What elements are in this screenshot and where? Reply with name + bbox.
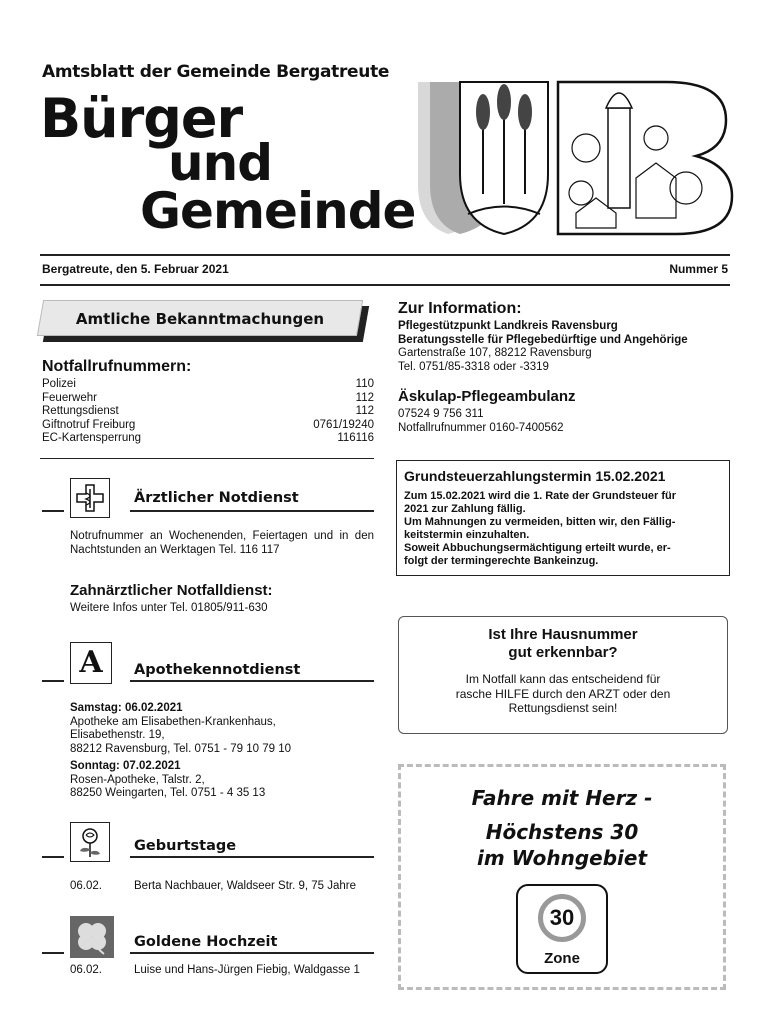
section-rule-left <box>42 680 64 682</box>
clover-leaf-icon <box>70 916 114 958</box>
dentist-text: Weitere Infos unter Tel. 01805/911-630 <box>70 602 268 614</box>
emergency-heading: Notfallrufnummern: <box>42 358 192 375</box>
pharmacy-saturday-line: Apotheke am Elisabethen-Krankenhaus, <box>70 715 276 728</box>
emergency-number: 0761/19240 <box>313 418 374 431</box>
speed-slogan-line2: Höchstens 30 <box>485 820 639 844</box>
emergency-label: EC-Kartensperrung <box>42 432 142 444</box>
tax-line: Um Mahnungen zu vermeiden, bitten wir, den Fällig- <box>404 516 676 528</box>
speed-slogan-line3: im Wohngebiet <box>476 846 648 870</box>
tax-line: 2021 zur Zahlung fällig. <box>404 503 526 515</box>
village-b-logo-icon <box>556 78 734 238</box>
dentist-heading: Zahnärztlicher Notfalldienst: <box>70 582 273 599</box>
askulap-block <box>398 408 564 435</box>
askulap-emergency: Notfallrufnummer 0160-7400562 <box>398 421 564 434</box>
section-rule-left <box>42 952 64 954</box>
pharmacy-heading: Apothekennotdienst <box>134 662 301 678</box>
tax-line: Zum 15.02.2021 wird die 1. Rate der Grundsteuer für <box>404 490 677 502</box>
section-rule-right <box>130 680 374 682</box>
askulap-phone: 07524 9 756 311 <box>398 408 484 420</box>
emergency-number: 112 <box>355 391 374 404</box>
golden-wedding-heading: Goldene Hochzeit <box>134 934 278 950</box>
pharmacy-saturday <box>70 702 374 801</box>
section-rule-left <box>42 510 64 512</box>
house-text-line: Rettungsdienst sein! <box>508 701 618 715</box>
info-phone: Tel. 0751/85-3318 oder -3319 <box>398 360 549 373</box>
masthead-title-line1: Bürger <box>40 87 243 150</box>
masthead-bottom-rule <box>40 284 730 286</box>
divider <box>40 458 374 459</box>
section-rule-right <box>130 856 374 858</box>
golden-wedding-entry: Luise und Hans-Jürgen Fiebig, Waldgasse 1 <box>134 964 360 976</box>
pharmacy-sunday-line: 88250 Weingarten, Tel. 0751 - 4 35 13 <box>70 787 266 799</box>
pharmacy-saturday-line: 88212 Ravensburg, Tel. 0751 - 79 10 79 10 <box>70 742 292 755</box>
masthead-title-line3: Gemeinde <box>140 182 416 240</box>
zone-sign-label: Zone <box>544 950 580 967</box>
table-row <box>42 378 374 392</box>
house-number-heading <box>398 626 728 662</box>
table-row <box>42 405 374 419</box>
emergency-label: Giftnotruf Freiburg <box>42 418 136 431</box>
tax-line: folgt der termingerechte Bankeinzug. <box>404 555 599 567</box>
info-block <box>398 320 732 374</box>
house-heading-line: Ist Ihre Hausnummer <box>488 626 638 643</box>
emergency-label: Feuerwehr <box>42 391 97 404</box>
house-number-text <box>398 672 728 716</box>
official-notices-banner-label: Amtliche Bekanntmachungen <box>75 310 325 328</box>
emergency-label: Rettungsdienst <box>42 405 119 417</box>
section-rule-right <box>130 510 374 512</box>
tax-heading: Grundsteuerzahlungstermin 15.02.2021 <box>404 468 666 484</box>
pharmacy-sunday-line: Rosen-Apotheke, Talstr. 2, <box>70 773 205 786</box>
house-text-line: Im Notfall kann das entscheidend für <box>465 672 661 686</box>
golden-wedding-date: 06.02. <box>70 964 102 976</box>
info-org: Pflegestützpunkt Landkreis Ravensburg <box>398 320 618 332</box>
emergency-number: 116116 <box>337 432 374 444</box>
table-row <box>42 432 374 446</box>
info-address: Gartenstraße 107, 88212 Ravensburg <box>398 347 592 359</box>
tax-line: Soweit Abbuchungsermächtigung erteilt wurde, er- <box>404 542 671 554</box>
coat-of-arms-icon <box>408 74 558 238</box>
house-heading-line: gut erkennbar? <box>508 644 618 661</box>
pharmacy-saturday-line: Elisabethenstr. 19, <box>70 729 165 741</box>
emergency-table <box>42 378 374 446</box>
emergency-number: 112 <box>355 405 374 417</box>
house-text-line: rasche HILFE durch den ARZT oder den <box>455 686 671 701</box>
emergency-label: Polizei <box>42 378 76 390</box>
askulap-heading: Äskulap-Pflegeambulanz <box>398 388 576 405</box>
birthday-date: 06.02. <box>70 880 102 892</box>
masthead-title-line2: und <box>168 134 272 192</box>
tax-line: keitstermin einzuhalten. <box>404 529 530 541</box>
table-row <box>42 419 374 433</box>
section-rule-right <box>130 952 374 954</box>
info-org-subtitle: Beratungsstelle für Pflegebedürftige und Angehörige <box>398 333 688 346</box>
rose-flower-icon <box>70 822 110 862</box>
info-heading: Zur Information: <box>398 300 522 317</box>
issue-date: Bergatreute, den 5. Februar 2021 <box>42 262 229 276</box>
speed-slogan-line1: Fahre mit Herz - <box>471 786 653 810</box>
masthead-top-rule <box>40 254 730 256</box>
section-rule-left <box>42 856 64 858</box>
birthday-entry: Berta Nachbauer, Waldseer Str. 9, 75 Jahre <box>134 880 357 892</box>
doctor-heading: Ärztlicher Notdienst <box>134 490 299 506</box>
tax-text <box>404 490 724 568</box>
emergency-number: 110 <box>355 378 374 390</box>
birthdays-heading: Geburtstage <box>134 838 237 854</box>
zone-30-circle <box>538 894 586 942</box>
table-row <box>42 392 374 406</box>
issue-number: Nummer 5 <box>669 262 728 276</box>
pharmacy-saturday-label: Samstag: 06.02.2021 <box>70 702 183 714</box>
zone-sign-number: 30 <box>549 905 575 930</box>
medical-caduceus-icon <box>70 478 110 518</box>
publication-kicker: Amtsblatt der Gemeinde Bergatreute <box>42 62 390 82</box>
doctor-text: Notrufnummer an Wochenenden, Feiertagen und in den Nachtstunden an Werktagen Tel. 116 117 <box>70 530 374 556</box>
pharmacy-a-icon: A <box>70 642 112 684</box>
pharmacy-sunday-label: Sonntag: 07.02.2021 <box>70 760 181 772</box>
